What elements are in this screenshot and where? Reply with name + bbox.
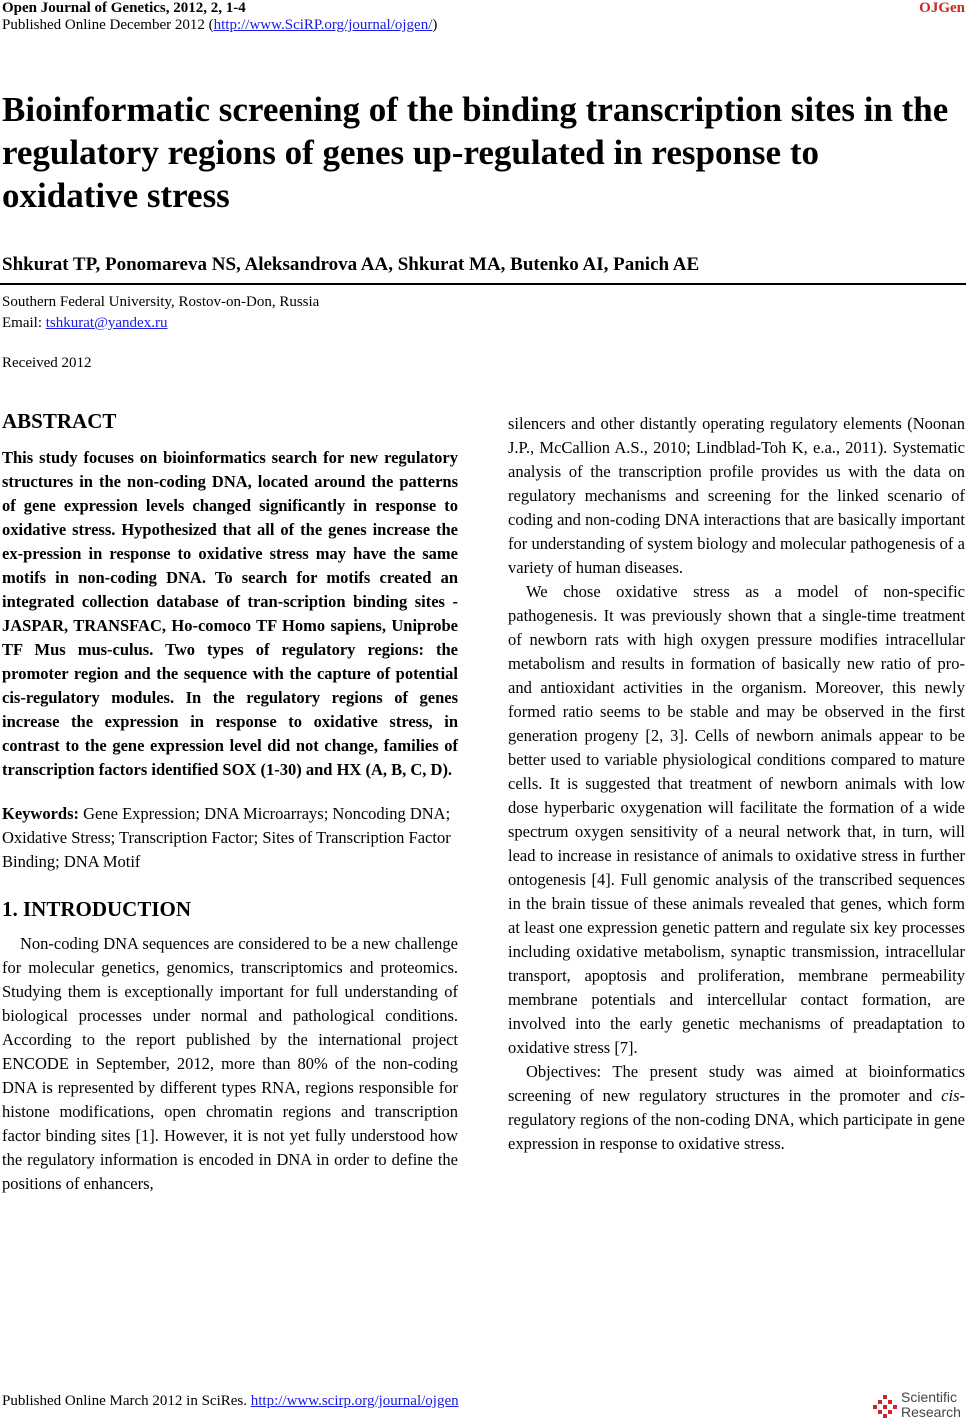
- abstract-heading: ABSTRACT: [2, 409, 117, 433]
- header-journal-abbr: OJGen: [919, 0, 965, 16]
- published-suffix: ): [432, 17, 438, 33]
- cis-italic: cis: [941, 1086, 960, 1105]
- intro-paragraph-continued: silencers and other distantly operating regulatory elements (Noonan J.P., McCallion A.S., 2010; Lindblad-Toh K, e.a., 2011). Systematic analysis of the transcription profile provides us with the data on regulatory mechanisms and screening for the linked scenario of coding and non-coding DNA interactions that are basically important for understanding of system biology and molecular pathogenesis of a variety of human diseases.: [508, 414, 965, 577]
- title-divider: [0, 283, 966, 285]
- paper-title: Bioinformatic screening of the binding transcription sites in the regulatory regions of genes up-regulated in response to oxidative stress: [2, 90, 949, 215]
- email-link[interactable]: tshkurat@yandex.ru: [45, 315, 168, 331]
- received-date: Received 2012: [2, 355, 92, 371]
- journal-link[interactable]: http://www.SciRP.org/journal/ojgen/: [213, 17, 433, 33]
- logo-line-2: Research: [901, 1404, 961, 1420]
- header-journal-info: Open Journal of Genetics, 2012, 2, 1-4: [2, 0, 246, 16]
- keywords-label: Keywords:: [2, 804, 79, 823]
- published-prefix: Published Online December 2012 (: [2, 17, 214, 33]
- logo-line-1: Scientific: [901, 1389, 958, 1405]
- objectives-text-start: Objectives: The present study was aimed at bioinformatics screening of new regulatory structures in the promoter and: [508, 1062, 965, 1105]
- email-line: [2, 313, 319, 334]
- keywords-text: Gene Expression; DNA Microarrays; Noncoding DNA; Oxidative Stress; Transcription Factor; Sites of Transcription Factor Binding; DNA Motif: [2, 804, 451, 871]
- footer-text: Published Online March 2012 in SciRes.: [2, 1393, 251, 1409]
- keywords: [2, 802, 458, 874]
- email-label: Email:: [2, 315, 46, 331]
- affiliation: Southern Federal University, Rostov-on-Don, Russia: [2, 294, 320, 310]
- author-list: Shkurat TP, Ponomareva NS, Aleksandrova AA, Shkurat MA, Butenko AI, Panich AE: [2, 254, 700, 275]
- footer-link[interactable]: http://www.scirp.org/journal/ojgen: [250, 1393, 459, 1409]
- footer: [2, 1393, 459, 1410]
- logo-icon: [873, 1394, 897, 1418]
- scientific-research-logo: [873, 1390, 965, 1422]
- logo-text: [901, 1390, 961, 1420]
- abstract-text: This study focuses on bioinformatics search for new regulatory structures in the non-coding DNA, located around the patterns of gene expression levels changed significantly in response to oxidative stress. Hypothesized that all of the genes increase the ex-pression in response to oxidative stress may have the same motifs in non-coding DNA. To search for motifs created an integrated collection database of tran-scription binding sites - JASPAR, TRANSFAC, Ho-comoco TF Homo sapiens, Uniprobe TF Mus mus-culus. Two types of regulatory regions: the promoter region and the sequence with the capture of potential cis-regulatory modules. In the regulatory regions of genes increase the expression in response to oxidative stress, in contrast to the gene expression level did not change, families of transcription factors identified SOX (1-30) and HX (A, B, C, D).: [2, 448, 458, 779]
- objectives-text-end: -regulatory regions of the non-coding DNA, which participate in gene expression in response to oxidative stress.: [508, 1086, 965, 1153]
- intro-paragraph-1: Non-coding DNA sequences are considered to be a new challenge for molecular genetics, genomics, transcriptomics and proteomics. Studying them is exceptionally important for full understanding of biological processes under normal and pathological conditions. According to the report published by the international project ENCODE in September, 2012, more than 80% of the non-coding DNA is represented by different types RNA, regions responsible for histone modifications, open chromatin regions and transcription factor binding sites [1]. However, it is not yet fully understood how the regulatory information is encoded in DNA in order to define the positions of enhancers,: [2, 934, 458, 1193]
- header-published: [2, 17, 437, 34]
- intro-paragraph-2: We chose oxidative stress as a model of non-specific pathogenesis. It was previously shown that a single-time treatment of newborn rats with high oxygen pressure modifies intracellular metabolism and results in formation of basically new ratio of pro- and antioxidant activities in the organism. Moreover, this newly formed ratio seems to be stable and may be observed in the first generation progeny [2, 3]. Cells of newborn animals appear to be better used to variable physiological conditions compared to mature cells. It is suggested that treatment of newborn animals with low dose hyperbaric oxygenation will facilitate the formation of a wide spectrum oxygen sensitivity of a neural network that, in turn, will lead to increase in resistance of animals to oxidative stress in further ontogenesis [4]. Full genomic analysis of the transcribed sequences in the brain tissue of these animals revealed that genes, which form at least one expression genetic pattern and regulate six key processes including oxidative metabolism, synaptic transmission, intracellular transport, apoptosis and proliferation, membrane permeability membrane potentials and intercellular contact formation, are involved into the early genetic mechanisms of preadaptation to oxidative stress [7].: [508, 582, 965, 1057]
- objectives-paragraph: [508, 1060, 965, 1156]
- affiliation-block: [2, 292, 319, 334]
- right-column: [508, 412, 965, 1156]
- left-column: [2, 406, 458, 1196]
- introduction-heading: 1. INTRODUCTION: [2, 897, 192, 921]
